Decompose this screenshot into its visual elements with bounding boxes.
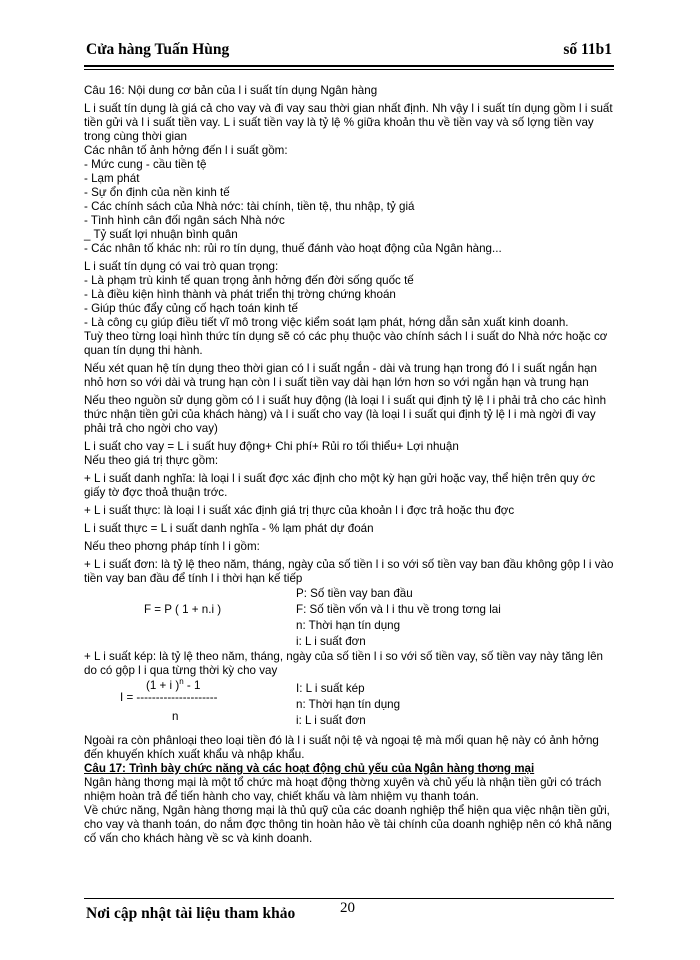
footer-rule	[84, 898, 614, 899]
formula-simple-def: i: L i suất đơn	[296, 635, 366, 648]
equation-lending-rate: L i suất cho vay = L i suất huy động+ Chi phí+ Rủi ro tối thiểu+ Lợi nhuận	[84, 440, 459, 453]
formula-simple-def: F: Số tiền vốn và l i thu về trong tơng lai	[296, 603, 501, 616]
formula-compound-denominator: n	[172, 710, 179, 723]
page-number: 20	[340, 900, 355, 916]
list-item: - Các chính sách của Nhà nớc: tài chính, tiền tệ, thu nhập, tỷ giá	[84, 200, 415, 213]
page-footer	[86, 900, 612, 927]
paragraph-time: Nếu xét quan hệ tín dụng theo thời gian có l i suất ngắn - dài và trung hạn trong đó l i suất ngắn hạn nhỏ hơn so với dài và trung hạn còn l i suất tiền vay dài hạn lớn hơn so với ngắn hạn và trung hạn	[84, 362, 597, 389]
list-item: _ Tỷ suất lợi nhuận bình quân	[84, 228, 238, 241]
formula-compound-def: I: L i suất kép	[296, 682, 365, 695]
list-item: - Là phạm trù kinh tế quan trọng ảnh hởng đến đời sống quốc tế	[84, 274, 414, 287]
simple-rate: + L i suất đơn: là tỷ lệ theo năm, tháng, ngày của số tiền l i so với số tiền vay ban đầu không gộp l i vào tiền vay ban đầu để tính l i thời hạn kế tiếp	[84, 558, 614, 585]
equation-real-rate: L i suất thực = L i suất danh nghĩa - % lạm phát dự đoán	[84, 522, 374, 535]
real-rate: + L i suất thực: là loại l i suất xác định giá trị thực của khoản l i đợc trả hoặc thu đợc	[84, 504, 515, 517]
list-item: - Sự ổn định của nền kinh tế	[84, 186, 230, 199]
q16-title: Câu 16: Nội dung cơ bản của l i suất tín dụng Ngân hàng	[84, 84, 378, 97]
paragraph-currency: Ngoài ra còn phânloại theo loại tiền đó là l i suất nội tệ và ngoại tệ mà mối quan hệ này có ảnh hởng đến khuyến khích xuất khẩu và nhập khẩu.	[84, 734, 599, 761]
formula-compound-lhs: I = ---------------------	[120, 691, 218, 704]
q17-title: Câu 17: Trình bày chức năng và các hoạt động chủ yếu của Ngân hàng thơng mại	[84, 762, 535, 775]
real-value-intro: Nếu theo giá trị thực gồm:	[84, 454, 219, 467]
list-item: - Lạm phát	[84, 172, 140, 185]
list-item: - Tình hình cân đối ngân sách Nhà nớc	[84, 214, 285, 227]
formula-simple-def: n: Thời hạn tín dụng	[296, 619, 401, 632]
formula-simple-def: P: Số tiền vay ban đầu	[296, 587, 413, 600]
header-rule-thin	[84, 69, 614, 70]
list-item: - Là công cụ giúp điều tiết vĩ mô trong việc kiểm soát lạm phát, hớng dẫn sản xuất kinh doanh.	[84, 316, 569, 329]
formula-compound	[84, 678, 614, 734]
formula-simple-equation: F = P ( 1 + n.i )	[144, 603, 222, 616]
list-item: - Giúp thúc đẩy củng cố hạch toán kinh tế	[84, 302, 298, 315]
formula-simple	[84, 586, 614, 650]
compound-rate: + L i suất kép: là tỷ lệ theo năm, tháng, ngày của số tiền l i so với số tiền vay, số tiền vay này tăng lên do có gộp l i qua từng thời kỳ cho vay	[84, 650, 603, 677]
paragraph-bank-definition: Ngân hàng thơng mại là một tổ chức mà hoạt động thờng xuyên và chủ yếu là nhận tiền gửi có trách nhiệm hoàn trả để tiến hành cho vay, chiết khấu và làm nhiệm vụ thanh toán.	[84, 776, 602, 803]
header-number: số 11b1	[563, 41, 612, 58]
formula-compound-numerator: (1 + i )$^n$ - 1	[146, 677, 201, 692]
factors-intro: Các nhân tố ảnh hởng đến l i suất gồm:	[84, 144, 288, 157]
header-rule	[84, 65, 614, 67]
footer-text: Nơi cập nhật tài liệu tham khảo	[86, 905, 296, 922]
list-item: - Các nhân tố khác nh: rủi ro tín dụng, thuế đánh vào hoạt động của Ngân hàng...	[84, 242, 502, 255]
formula-compound-def: i: L i suất đơn	[296, 714, 366, 727]
page-header	[86, 41, 612, 63]
header-shop-name: Cửa hàng Tuấn Hùng	[86, 41, 230, 58]
paragraph-bank-function: Về chức năng, Ngân hàng thơng mại là thủ quỹ của các doanh nghiệp thể hiện qua việc nhận tiền gửi, cho vay và thanh toán, do nắm đợc thông tin hoàn hảo về tài chính của doanh nghiệp nên có khả năng cố vấn cho khách hàng về sc và kinh doanh.	[84, 804, 612, 845]
nominal-rate: + L i suất danh nghĩa: là loại l i suất đợc xác định cho một kỳ hạn gửi hoặc vay, thể hiện trên quy ớc giấy tờ đợc thoả thuận trớc.	[84, 472, 596, 499]
roles-intro: L i suất tín dụng có vai trò quan trọng:	[84, 260, 279, 273]
formula-compound-def: n: Thời hạn tín dụng	[296, 698, 401, 711]
paragraph-tuy: Tuỳ theo từng loại hình thức tín dụng sẽ có các phụ thuộc vào chính sách l i suất do Nhà nớc hoặc cơ quan tín dụng thi hành.	[84, 330, 608, 357]
formula-compound-exponent: n	[179, 677, 184, 686]
paragraph-definition: L i suất tín dụng là giá cả cho vay và đi vay sau thời gian nhất định. Nh vậy l i suất tín dụng gồm l i suất tiền gửi và l i suất tiền vay. L i suất tiền vay là tỷ lệ % giữa khoản thu về tiền vay và số lợng tiền vay trong cùng thời gian	[84, 102, 613, 143]
list-item: - Mức cung - cầu tiền tệ	[84, 158, 207, 171]
list-item: - Là điều kiện hình thành và phát triển thị trờng chứng khoán	[84, 288, 396, 301]
document-body	[84, 84, 614, 846]
method-intro: Nếu theo phơng pháp tính l i gồm:	[84, 540, 260, 553]
paragraph-source: Nếu theo nguồn sử dụng gồm có l i suất huy động (là loại l i suất qui định tỷ lệ l i phải trả cho các hình thức nhận tiền gửi của khách hàng) và l i suất cho vay (là loại l i suất qui định tỷ lệ l i mà ngời đi vay phải trả cho ngời cho vay)	[84, 394, 607, 435]
